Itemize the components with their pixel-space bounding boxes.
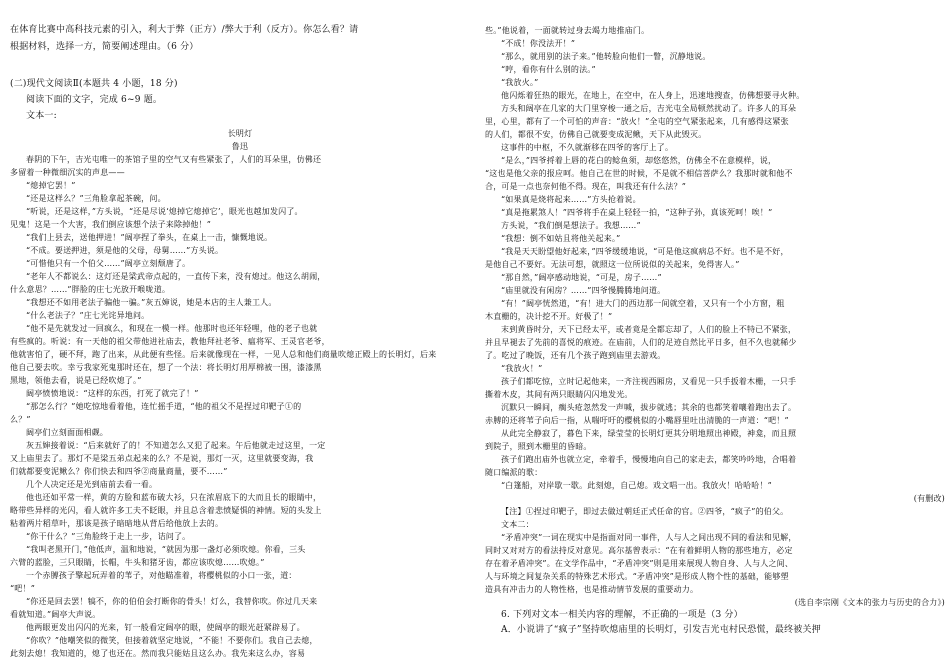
right-text-line: “矛盾冲突”一词在现实中是指面对同一事件，人与人之间出现不同的看法和见解， [501,533,797,542]
right-text-line: 【注】①捏过印靶子，即过去做过朝廷正式任命的官。②四爷，“疯子”的伯父。 [501,507,789,516]
left-text-line: 么？” [10,415,31,424]
left-text-line: “他不是先就发过一回疯么，和现在一模一样。他那时也还年轻哩，他的老子也就 [26,324,318,333]
left-text-line: (二)现代文阅读Ⅱ(本题共 4 小题，18 分) [10,79,178,89]
right-text-line: 些。”他说着，一面就转过身去竭力地推庙门。 [485,26,650,35]
left-text-line: “熄掉它罢！” [26,181,76,190]
right-text-line: 存在着矛盾冲突”。在文学作品中，“矛盾冲突”则是用来展现人物自身、人与人之间、 [485,559,794,568]
left-text-line: 多留着一种微细沉实的声息—— [10,168,125,177]
right-text-line: “我是天天盼望他好起来，”四爷缓缓地说，“可是他这疯病总不好。也不是不好， [501,247,789,256]
left-text-line: 略带些异样的光闪，看人就许多工夫不眨眼，并且总含着悲愤疑惧的神情。短的头发上 [10,506,322,515]
left-text-line: “听说，还是这样，”方头说，“还是尽说‘熄掉它熄掉它’，眼光也越加发闪了。 [26,207,303,216]
right-text-line: 方头和阔亭在几家的大门里穿梭一通之后，吉光屯全局顿然扰动了。许多人的耳朵 [501,104,797,113]
right-text-line: 这事件的中枢，不久就渐移在四爷的客厅上了。 [501,143,674,152]
right-text-line: “这也是他父亲的报应呵。他自己在世的时候，不是就不相信菩萨么？我那时就和他不 [485,169,793,178]
left-text-line: 见鬼！这是一个大害，我们倒应该想个法子来除掉他！” [10,220,212,229]
left-text-line: 们就都要变泥鳅么？你们快去和四爷②商量商量，要不……” [10,467,228,476]
left-text-line: 看就知道。”阔亭大声说。 [10,610,101,619]
right-text-line: 的人们，都很不安，仿佛自己就要变成泥鳅，天下从此毁灭。 [485,130,707,139]
left-text-line: 有些疯的。听说：有一天他的祖父带他进社庙去，教他拜社老爷、瘟将军、王灵官老爷， [10,337,330,346]
right-text-line: 孩子们跑出庙外也就立定，牵着手，慢慢地向自己的家走去，都笑吟吟地，合唱着 [501,455,797,464]
right-text-line: 6. 下列对文本一相关内容的理解，不正确的一项是（3 分） [501,610,743,620]
right-text-line: 方头说，“我们倒是想法子。我想……” [501,221,641,230]
right-text-line: “是么，”四爷捋着上唇的花白的鲶鱼须，却悠悠然，仿佛全不在意模样，说， [501,156,777,165]
left-text-line: 粘着两片稻草叶，那该是孩子暗暗地从背后给他放上去的。 [10,519,224,528]
right-text-line: 造具有冲击力的人物性格，也是推动情节发展的重要动力。 [485,585,699,594]
right-text-line: “真是拖累煞人！”四爷将手在桌上轻轻一拍，“这种子孙，真该死呵！唉！” [501,208,773,217]
right-text-line: 从此完全静寂了，暮色下来，绿莹莹的长明灯更其分明地照出神殿，神龛，而且照 [501,429,797,438]
right-text-line: 同时又对对方的看法持反对意见。高尔基曾表示：“在有着鲜明人物的那些地方，必定 [485,546,793,555]
left-text-line: “我想还不如用老法子骗他一骗。”灰五婶说，她是本店的主人兼工人。 [26,298,277,307]
left-text-line: 长明灯 [227,129,253,138]
left-text-line: 阅读下面的文字，完成 6~9 题。 [26,95,163,105]
left-text-line: 在体育比赛中高科技元素的引入，利大于弊（正方）/弊大于利（反方）。你怎么看？请 [10,25,359,35]
left-text-line: 一个赤膊孩子擎起玩弄着的苇子，对他瞄准着，将樱桃似的小口一张，道： [26,571,297,580]
left-text-line: “你吹？”他嘲笑似的微笑，但接着就坚定地说，“不能！不要你们。我自己去熄， [26,636,318,645]
right-text-line: “我放火！” [501,364,543,373]
right-text-line: 人与环境之间复杂关系的特殊艺术形式。“矛盾冲突”是形成人物个性的基础，能够塑 [485,572,789,581]
left-text-line: 六臂的蓝脸，三只眼睛，长帽，牛头和猪牙齿，都应该吹熄……吹熄。” [10,558,265,567]
left-text-line: 鲁迅 [231,142,249,151]
left-text-line: 什么意思？……”胖脸的庄七光放开喉咙道。 [10,285,171,294]
left-text-line: 阔亭们立刻面面相觑。 [26,428,108,437]
right-text-line: 了。吃过了晚饭，还有几个孩子跑到庙里去游戏。 [485,351,666,360]
right-text-line: “有！”阔亭恍然道，“有！进大门的西边那一间就空着，又只有一个小方窗，粗 [501,299,785,308]
right-text-line: 孩子们都吃惊，立时记起他来，一齐注视西厢房，又看见一只手扳着木栅，一只手 [501,377,797,386]
right-text-line: 末到黄昏时分，天下已经太平，或者竟是全都忘却了，人们的脸上不特已不紧张， [501,325,797,334]
left-text-line: “老年人不都说么：这灯还是梁武帝点起的，一直传下来，没有熄过。他这么胡闹， [26,272,326,281]
left-text-line: 又上庙里去了。那灯不是梁五弟点起来的么？不是说，那灯一灭，这里就要变海，我 [10,454,314,463]
left-text-line: 他两眼更发出闪闪的光来，钉一般看定阔亭的眼，使阔亭的眼光赶紧辟易了。 [26,623,305,632]
right-text-line: 到院子，照到木栅里的昏暗。 [485,442,592,451]
right-text-line: 他闪烁着狂热的眼光，在地上，在空中，在人身上，迅速地搜查，仿佛想要寻火种。 [501,91,805,100]
left-text-line: 此刻去熄！我知道的，熄了也还在。然而我只能姑且这么办。我先来这么办，容易 [10,649,306,658]
left-text-line: 灰五婶接着说：“后来就好了的！不知道怎么又犯了起来。午后他就走过这里，一定 [26,441,326,450]
left-text-line: “那怎么行？”她吃惊地看着他，连忙摇手道，“他的祖父不是捏过印靶子①的 [26,402,302,411]
right-text-line: 撕着木皮，其间有两只眼睛闪闪地发光。 [485,390,633,399]
right-text-line: “我放火。” [501,78,539,87]
right-text-line: “庙里就没有闲房？……”四爷慢腾腾地问道。 [501,286,666,295]
left-text-line: “可惜他只有一个伯父……”阔亭立刻颓唐了。 [26,259,191,268]
right-text-line: 并且早褪去了先前的喜悦的痕迹。在庙前，人们的足迹自然比平日多，但不久也就稀少 [485,338,797,347]
right-text-line: (有删改) [913,494,945,503]
left-text-line: 阔亭愤愤地说：“这样的东西，打死了就完了！” [26,389,199,398]
left-text-line: 他自己要去吹。幸亏我家死鬼那时还在，想了一个法：将长明灯用厚棉被一围，漆漆黑 [10,363,322,372]
left-text-line: “不成。要送押进，须是他的父母，母舅……”方头说。 [26,246,224,255]
right-text-line: 沉默只一瞬间，瘸头疮忽然发一声喊，拔步就逃；其余的也都笑着嚷着跑出去了。 [501,403,797,412]
left-text-line: “还是这样么？”三角脸拿起茶碗，问。 [26,194,166,203]
left-column [10,0,470,671]
left-text-line: “我们上县去，送他押进！”阔亭捏了拳头，在桌上一击，慷慨地说。 [26,233,273,242]
right-column [485,0,945,671]
right-text-line: 合，可是一点也奈何他不得。现在，叫我还有什么法？” [485,182,687,191]
right-text-line: “白篷船，对岸歇一歇。此刻熄，自己熄。戏文唱一出。我放火！哈哈哈！” [501,481,772,490]
left-text-line: 春阴的下午，吉光屯唯一的茶馆子里的空气又有些紧张了，人们的耳朵里，仿佛还 [26,155,322,164]
right-text-line: “如果真是烧将起来……”方头抢着说。 [501,195,641,204]
right-text-line: “那么，就用别的法子来。”他转脸向他们一瞥，沉静地说。 [501,52,711,61]
left-text-line: 根据材料，选择一方，简要阐述理由。（6 分） [10,42,199,52]
left-text-line: 他也还如平常一样，黄的方脸和蓝布破大衫，只在浓眉底下的大而且长的眼睛中， [26,493,322,502]
right-text-line: A．小说讲了“疯子”坚持吹熄庙里的长明灯，引发吉光屯村民恐慌，最终被关押 [501,625,821,635]
left-text-line: “吧！” [10,584,35,593]
right-text-line: 文本二： [501,520,534,529]
left-text-line: 黑地，领他去看，说是已经吹熄了。” [10,376,142,385]
left-text-line: 他就害怕了，硬不拜，跑了出来，从此便有些怪。后来就像现在一样，一见人总和他们商量吹熄正殿上的长明灯，后来 [10,350,437,359]
right-text-line: “那自然，”阔亭感动地说，“可是，房子……” [501,273,662,282]
left-text-line: “我叫老黑开门，”他低声，温和地说，“就因为那一盏灯必须吹熄。你看，三头 [26,545,306,554]
right-text-line: “不成！你没法开！” [501,39,576,48]
right-text-line: “哼，看你有什么别的法。” [501,65,596,74]
left-text-line: “你干什么？”三角脸终于走上一步，诘问了。 [26,532,191,541]
left-text-line: “什么老法子？”庄七光诧异地问。 [26,311,150,320]
left-text-line: “你还是回去罢！犒不，你的伯伯会打断你的骨头！灯么，我替你吹。你过几天来 [26,597,318,606]
right-text-line: 随口编派的歌： [485,468,543,477]
right-text-line: 是他自己不要好。无法可想，就照这一位所说似的关起来，免得害人。” [485,260,740,269]
right-text-line: (选自李宗刚《文本的张力与历史的合力》) [794,598,945,607]
right-text-line: “我想：倒不如姑且将他关起来。” [501,234,621,243]
right-text-line: 木直栅的，决计挖不开。好极了！” [485,312,613,321]
right-text-line: 赤膊的还将苇子向后一指，从喘吁吁的樱桃似的小嘴唇里吐出清脆的一声道：“吧！” [485,416,789,425]
right-text-line: 里，心里，都有了一个可怕的声音：“放火！”全屯的空气紧张起来，几有感得这紧张 [485,117,789,126]
left-text-line: 文本一: [26,111,57,121]
left-text-line: 几个人决定还是光到庙前去看一看。 [26,480,158,489]
